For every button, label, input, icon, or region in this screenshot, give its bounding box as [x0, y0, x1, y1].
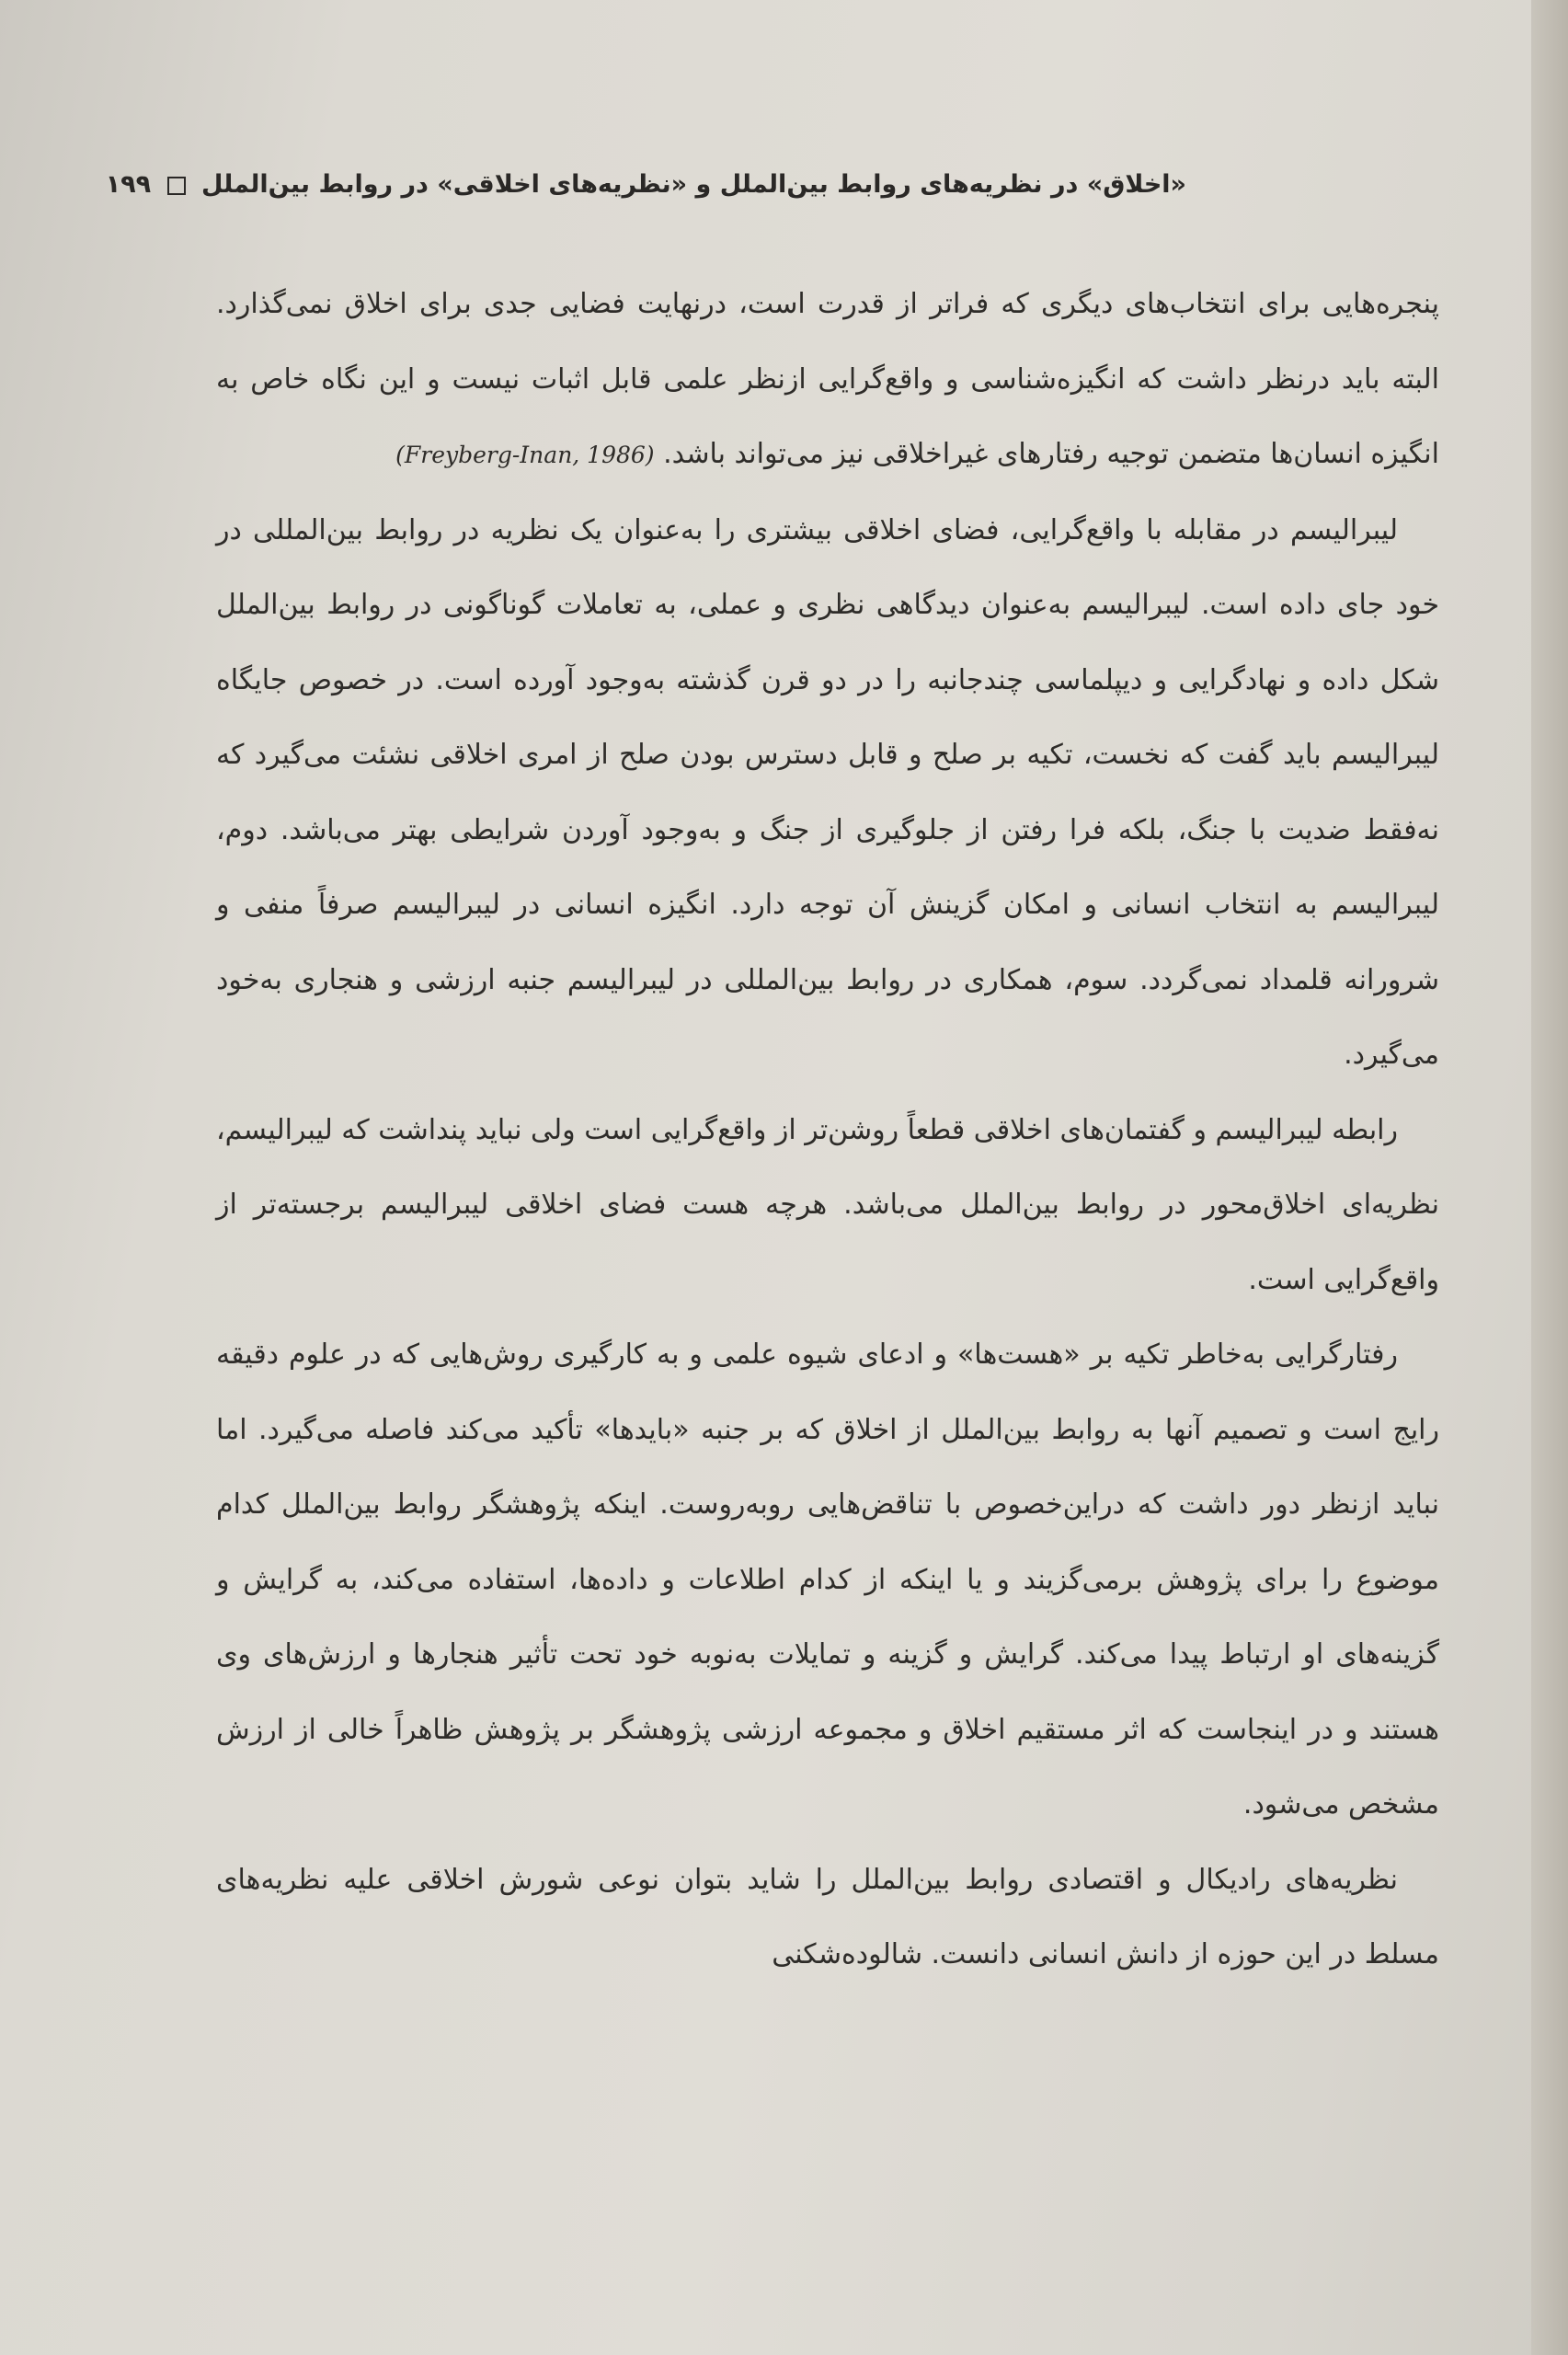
body-text	[216, 267, 1439, 1993]
header-title: «اخلاق» در نظریه‌های روابط بین‌الملل و «نظریه‌های اخلاقی» در روابط بین‌الملل	[200, 170, 1186, 199]
running-header	[105, 170, 1186, 199]
paragraph-text: پنجره‌هایی برای انتخاب‌های دیگری که فراتر از قدرت است، درنهایت فضایی جدی برای اخلاق نمی‌گذارد. البته باید درنظر داشت که انگیزه‌شناسی و واقع‌گرایی ازنظر علمی قابل اثبات نیست و این نگاه خاص به انگیزه انسان‌ها متضمن توجیه رفتارهای غیراخلاقی نیز می‌تواند باشد.	[216, 288, 1439, 470]
paragraph-text: نظریه‌های رادیکال و اقتصادی روابط بین‌الملل را شاید بتوان نوعی شورش اخلاقی علیه نظریه‌های مسلط در این حوزه از دانش انسانی دانست. شالوده‌شکنی	[216, 1863, 1439, 1970]
square-icon	[167, 177, 186, 195]
paragraph	[216, 493, 1439, 1093]
paragraph	[216, 1843, 1439, 1993]
paragraph	[216, 1317, 1439, 1843]
paragraph	[216, 267, 1439, 493]
citation: (Freyberg-Inan, 1986)	[395, 442, 655, 468]
paragraph-text: رابطه لیبرالیسم و گفتمان‌های اخلاقی قطعاً روشن‌تر از واقع‌گرایی است ولی نباید پنداشت که لیبرالیسم، نظریه‌ای اخلاق‌محور در روابط بین‌الملل می‌باشد. هرچه هست فضای اخلاقی لیبرالیسم برجسته‌تر از واقع‌گرایی است.	[216, 1113, 1439, 1296]
page-number: ۱۹۹	[105, 170, 152, 199]
paragraph-text: رفتارگرایی به‌خاطر تکیه بر «هست‌ها» و ادعای شیوه علمی و به کارگیری روش‌هایی که در علوم دقیقه رایج است و تصمیم آنها به روابط بین‌الملل از اخلاق که بر جنبه «بایدها» تأکید می‌کند فاصله می‌گیرد. اما نباید ازنظر دور داشت که دراین‌خصوص با تناقض‌هایی روبه‌روست. اینکه پژوهشگر روابط بین‌الملل کدام موضوع را برای پژوهش برمی‌گزیند و یا اینکه از کدام اطلاعات و داده‌ها، استفاده می‌کند، به گرایش و گزینه‌های او ارتباط پیدا می‌کند. گرایش و گزینه و تمایلات به‌نوبه خود تحت تأثیر هنجارها و ارزش‌های وی هستند و در اینجاست که اثر مستقیم اخلاق و مجموعه ارزشی پژوهشگر بر پژوهش ظاهراً خالی از ارزش مشخص می‌شود.	[216, 1338, 1439, 1821]
paragraph-text: لیبرالیسم در مقابله با واقع‌گرایی، فضای اخلاقی بیشتری را به‌عنوان یک نظریه در روابط بین‌المللی در خود جای داده است. لیبرالیسم به‌عنوان دیدگاهی نظری و عملی، به تعاملات گوناگونی در روابط بین‌الملل شکل داده و نهادگرایی و دیپلماسی چندجانبه را در دو قرن گذشته به‌وجود آورده است. در خصوص جایگاه لیبرالیسم باید گفت که نخست، تکیه بر صلح و قابل دسترس بودن صلح از امری اخلاقی نشئت می‌گیرد که نه‌فقط ضدیت با جنگ، بلکه فرا رفتن از جلوگیری از جنگ و به‌وجود آوردن شرایطی بهتر می‌باشد. دوم، لیبرالیسم به انتخاب انسانی و امکان گزینش آن توجه دارد. انگیزه انسانی در لیبرالیسم صرفاً منفی و شرورانه قلمداد نمی‌گردد. سوم، همکاری در روابط بین‌المللی در لیبرالیسم جنبه ارزشی و هنجاری به‌خود می‌گیرد.	[216, 513, 1439, 1071]
paragraph	[216, 1093, 1439, 1318]
page-edge	[1531, 0, 1568, 2355]
